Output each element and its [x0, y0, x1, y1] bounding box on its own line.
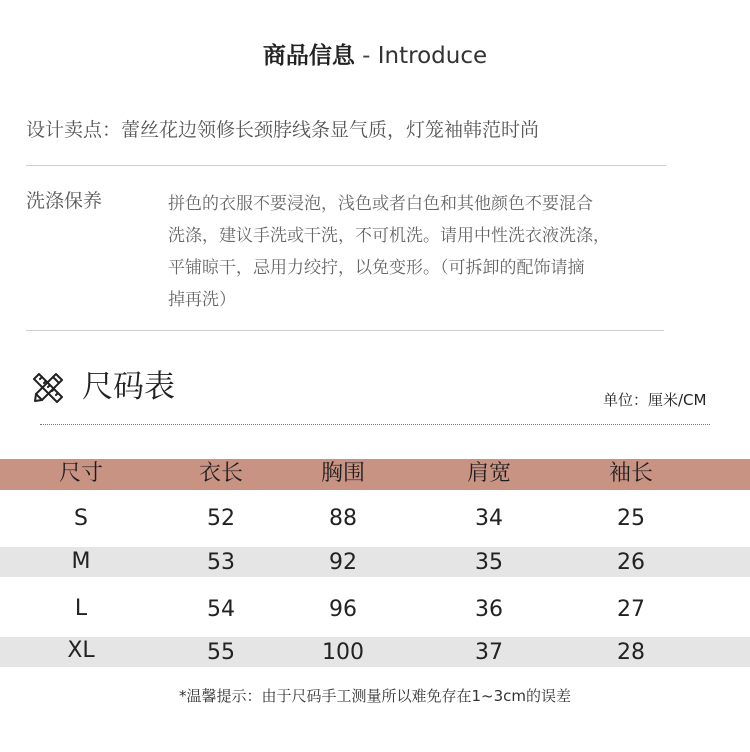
cell-bust: 100	[322, 640, 364, 665]
cell-size: M	[71, 549, 91, 574]
page-title-separator: -	[354, 43, 378, 69]
cell-length: 55	[207, 640, 235, 665]
page-title	[0, 38, 750, 74]
size-disclaimer: *温馨提示：由于尺码手工测量所以难免存在1~3cm的误差	[178, 687, 572, 705]
header-cell-shoulder: 肩宽	[466, 461, 511, 486]
cell-shoulder: 36	[475, 597, 503, 622]
care-line: 洗涤，建议手洗或干洗，不可机洗。请用中性洗衣液洗涤，	[168, 226, 610, 246]
page-title-en: Introduce	[377, 43, 488, 69]
cell-bust: 92	[329, 550, 357, 575]
header-cell-length: 衣长	[198, 461, 243, 486]
cell-length: 53	[207, 550, 235, 575]
design-text: 蕾丝花边领修长颈脖线条显气质，灯笼袖韩范时尚	[121, 119, 540, 141]
care-instructions	[168, 188, 678, 316]
care-line: 平铺晾干，忌用力绞拧，以免变形。（可拆卸的配饰请摘	[168, 258, 585, 278]
ruler-pencil-icon	[30, 370, 66, 406]
divider	[26, 165, 666, 166]
cell-shoulder: 37	[475, 640, 503, 665]
cell-size: XL	[67, 638, 95, 663]
header-cell-size: 尺寸	[58, 461, 103, 486]
cell-sleeve: 25	[617, 506, 645, 531]
cell-shoulder: 35	[475, 550, 503, 575]
care-label: 洗涤保养	[26, 190, 103, 212]
cell-bust: 88	[329, 506, 357, 531]
cell-length: 54	[207, 597, 235, 622]
table-header-row	[0, 459, 750, 490]
cell-sleeve: 27	[617, 597, 645, 622]
divider	[26, 330, 664, 331]
cell-size: L	[74, 596, 88, 621]
care-line: 拼色的衣服不要浸泡，浅色或者白色和其他颜色不要混合	[168, 194, 593, 214]
cell-bust: 96	[329, 597, 357, 622]
header-cell-bust: 胸围	[320, 461, 365, 486]
cell-sleeve: 26	[617, 550, 645, 575]
dotted-divider	[40, 424, 710, 425]
cell-sleeve: 28	[617, 640, 645, 665]
page-title-zh: 商品信息	[262, 43, 355, 69]
design-label: 设计卖点：	[26, 119, 122, 141]
unit-label: 单位：厘米/CM	[603, 391, 707, 409]
cell-length: 52	[207, 506, 235, 531]
care-line: 掉再洗）	[168, 290, 236, 310]
cell-shoulder: 34	[475, 506, 503, 531]
header-cell-sleeve: 袖长	[608, 461, 653, 486]
cell-size: S	[74, 506, 88, 531]
size-chart-title: 尺码表	[82, 369, 175, 405]
design-selling-point	[26, 115, 539, 145]
